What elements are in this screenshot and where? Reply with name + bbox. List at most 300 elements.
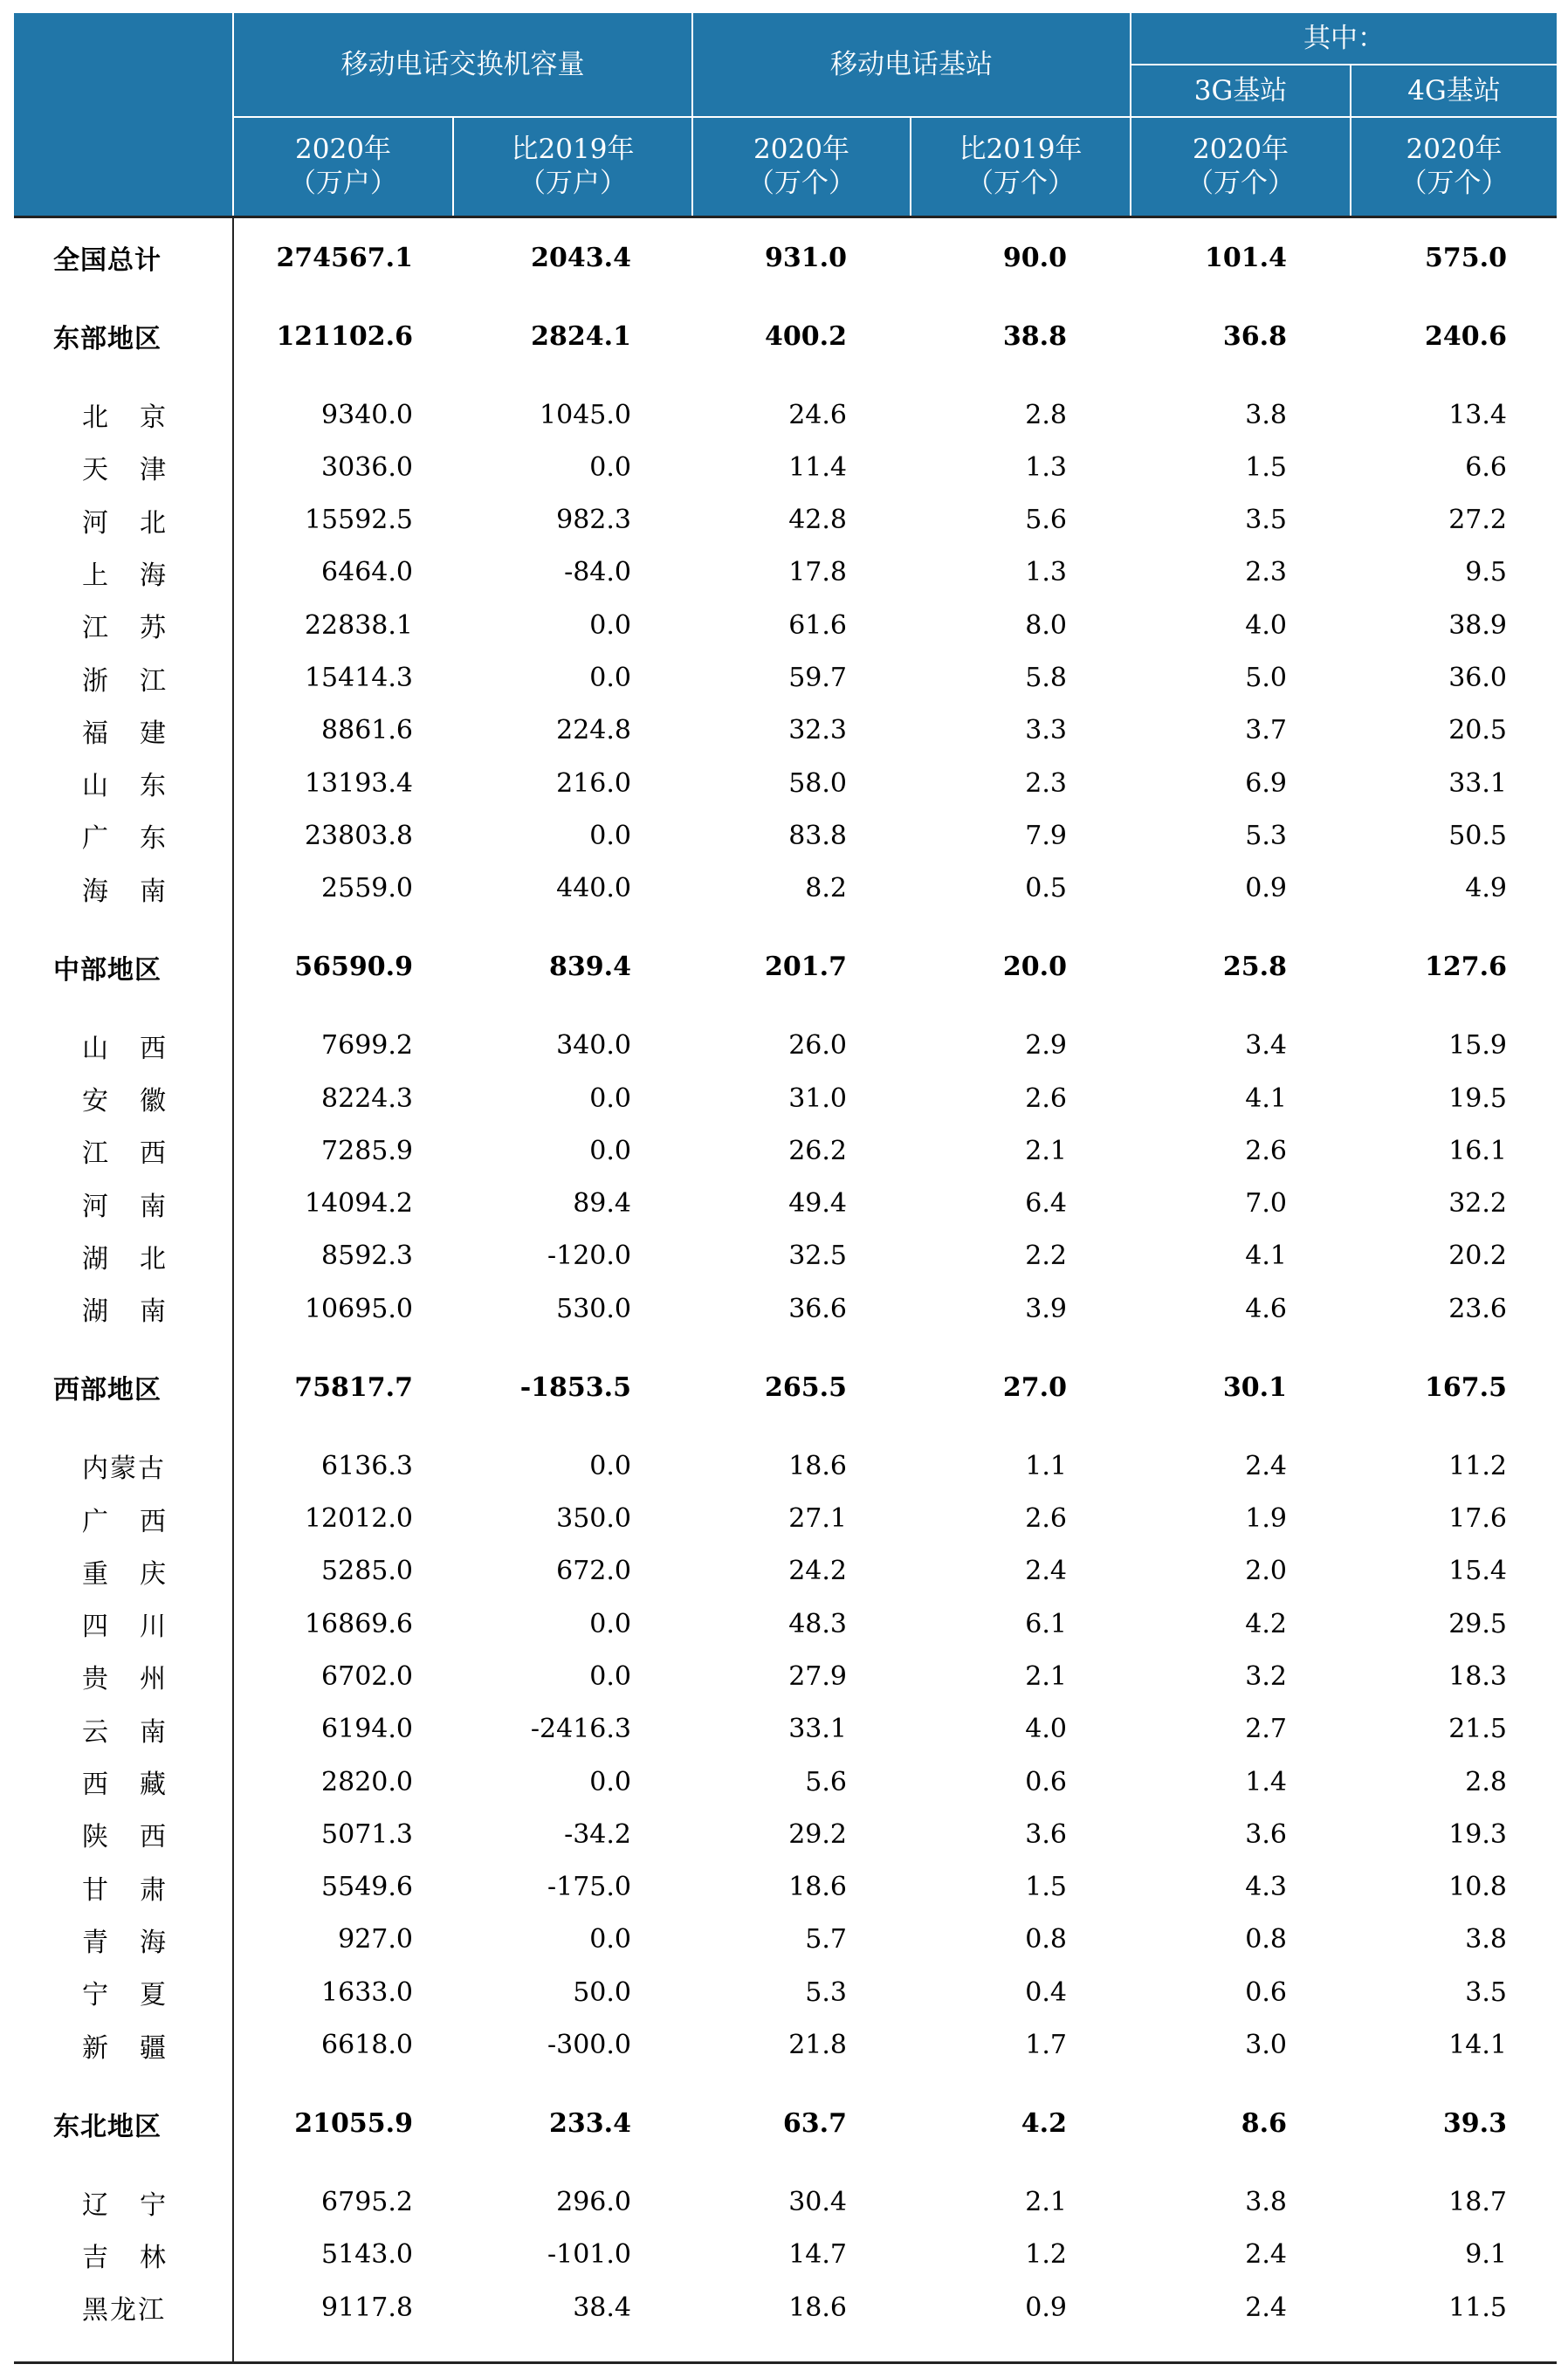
table-row	[14, 1598, 1557, 1650]
row-label-char: 东	[140, 771, 166, 802]
row-label-char: 藏	[140, 1770, 166, 1800]
row-label	[82, 388, 166, 441]
row-label-char: 苏	[140, 613, 166, 644]
cell-col-2: 1045.0	[540, 399, 631, 430]
cell-col-6: 10.8	[1448, 1872, 1507, 1903]
cell-col-5: 4.1	[1245, 1082, 1287, 1114]
cell-col-1: 16869.6	[304, 1608, 413, 1639]
cell-col-4: 1.3	[1025, 451, 1067, 483]
header-divider	[1130, 64, 1557, 65]
header-col-6	[1351, 118, 1557, 216]
cell-col-3: 59.7	[788, 663, 847, 693]
row-label	[82, 2019, 166, 2072]
cell-col-2: 2043.4	[531, 242, 631, 273]
cell-col-5: 2.0	[1245, 1556, 1287, 1587]
cell-col-4: 3.9	[1025, 1293, 1067, 1324]
row-label	[82, 2176, 166, 2229]
table-row	[14, 1178, 1557, 1230]
row-label-char: 甘	[82, 1874, 108, 1906]
cell-col-2: 0.0	[589, 1135, 631, 1166]
row-label-char: 疆	[140, 2032, 166, 2064]
table-row-region	[14, 1361, 1557, 1413]
row-label-char: 宁	[140, 2189, 166, 2221]
row-label: 内蒙古	[82, 1454, 166, 1485]
cell-col-1: 6702.0	[321, 1660, 413, 1692]
cell-col-6: 13.4	[1448, 399, 1507, 430]
cell-col-5: 4.0	[1245, 609, 1287, 641]
cell-col-5: 3.0	[1245, 2030, 1287, 2060]
row-label	[82, 863, 166, 915]
cell-col-5: 3.4	[1245, 1030, 1287, 1062]
row-label-char: 西	[82, 1770, 108, 1800]
cell-col-5: 2.6	[1245, 1135, 1287, 1166]
cell-col-1: 14094.2	[304, 1188, 413, 1220]
cell-col-6: 36.0	[1448, 663, 1507, 693]
cell-col-1: 8592.3	[321, 1241, 413, 1272]
cell-col-1: 23803.8	[304, 820, 413, 851]
row-label-char: 北	[140, 507, 166, 539]
cell-col-1: 6136.3	[321, 1450, 413, 1481]
cell-col-2: 50.0	[573, 1976, 631, 2008]
row-label-char: 陕	[82, 1822, 108, 1853]
cell-col-1: 121102.6	[276, 320, 413, 352]
row-label-char: 河	[82, 1191, 108, 1222]
row-label-char: 上	[82, 560, 108, 591]
row-label	[82, 1756, 166, 1808]
cell-col-4: 20.0	[1002, 952, 1067, 983]
row-label-char: 西	[140, 1138, 166, 1170]
cell-col-3: 21.8	[788, 2030, 847, 2060]
cell-col-4: 6.4	[1025, 1188, 1067, 1220]
cell-col-5: 0.8	[1245, 1924, 1287, 1955]
cell-col-4: 2.3	[1025, 767, 1067, 799]
cell-col-3: 48.3	[788, 1608, 847, 1639]
header-group-of-which: 其中：	[1303, 22, 1385, 54]
header-divider	[910, 116, 911, 216]
cell-col-3: 400.2	[765, 320, 847, 352]
cell-col-3: 27.1	[788, 1503, 847, 1534]
table-row	[14, 441, 1557, 493]
cell-col-3: 58.0	[788, 767, 847, 799]
cell-col-6: 3.8	[1465, 1924, 1507, 1955]
header-col-1	[234, 118, 452, 216]
row-label-char: 宁	[82, 1980, 108, 2011]
cell-col-6: 20.2	[1448, 1241, 1507, 1272]
cell-col-1: 2820.0	[321, 1766, 413, 1797]
cell-col-6: 2.8	[1465, 1766, 1507, 1797]
cell-col-6: 11.2	[1448, 1450, 1507, 1481]
header-col-2-unit: （万户）	[519, 168, 627, 199]
cell-col-1: 274567.1	[276, 242, 413, 273]
table-row	[14, 494, 1557, 546]
cell-col-6: 19.3	[1448, 1818, 1507, 1850]
row-label-char: 肃	[140, 1874, 166, 1906]
row-label-char: 海	[140, 1927, 166, 1958]
header-divider	[232, 13, 234, 216]
header-divider	[691, 13, 693, 216]
cell-col-5: 3.2	[1245, 1660, 1287, 1692]
row-label: 东部地区	[53, 324, 162, 354]
row-label	[82, 546, 166, 599]
cell-col-4: 1.2	[1025, 2239, 1067, 2271]
row-label-char: 川	[140, 1612, 166, 1643]
cell-col-1: 75817.7	[294, 1371, 413, 1403]
cell-col-6: 14.1	[1448, 2030, 1507, 2060]
cell-col-4: 38.8	[1002, 320, 1067, 352]
cell-col-1: 6618.0	[321, 2030, 413, 2060]
cell-col-1: 2559.0	[321, 873, 413, 904]
table-row	[14, 1966, 1557, 2018]
cell-col-4: 4.0	[1025, 1714, 1067, 1745]
row-label	[82, 1124, 166, 1177]
cell-col-4: 1.7	[1025, 2030, 1067, 2060]
cell-col-2: 224.8	[556, 715, 631, 746]
cell-col-1: 9340.0	[321, 399, 413, 430]
cell-col-5: 3.7	[1245, 715, 1287, 746]
header-col-4-unit: （万个）	[966, 168, 1075, 199]
cell-col-5: 0.9	[1245, 873, 1287, 904]
cell-col-2: -1853.5	[519, 1371, 631, 1403]
cell-col-4: 1.1	[1025, 1450, 1067, 1481]
cell-col-1: 7699.2	[321, 1030, 413, 1062]
header-col-3	[693, 118, 910, 216]
header-col-2	[454, 118, 691, 216]
row-label-char: 江	[140, 665, 166, 697]
cell-col-6: 9.1	[1465, 2239, 1507, 2271]
header-sub-4g: 4G基站	[1407, 74, 1501, 107]
cell-col-5: 1.4	[1245, 1766, 1287, 1797]
row-label-char: 广	[82, 823, 108, 855]
cell-col-6: 23.6	[1448, 1293, 1507, 1324]
cell-col-6: 18.7	[1448, 2187, 1507, 2217]
table-row	[14, 2019, 1557, 2072]
header-col-2-year: 比2019年	[511, 134, 635, 166]
cell-col-6: 39.3	[1442, 2108, 1507, 2139]
table-row	[14, 599, 1557, 651]
cell-col-3: 14.7	[788, 2239, 847, 2271]
table-row-region	[14, 941, 1557, 993]
cell-col-1: 3036.0	[321, 451, 413, 483]
row-label-char: 云	[82, 1716, 108, 1748]
cell-col-5: 7.0	[1245, 1188, 1287, 1220]
table-row	[14, 1861, 1557, 1914]
cell-col-2: 350.0	[556, 1503, 631, 1534]
cell-col-4: 1.5	[1025, 1872, 1067, 1903]
table-row	[14, 1230, 1557, 1282]
cell-col-3: 5.3	[805, 1976, 847, 2008]
cell-col-4: 5.8	[1025, 663, 1067, 693]
cell-col-2: 2824.1	[531, 320, 631, 352]
row-label-char: 西	[140, 1506, 166, 1537]
cell-col-3: 31.0	[788, 1082, 847, 1114]
cell-col-4: 2.9	[1025, 1030, 1067, 1062]
row-label	[82, 1966, 166, 2018]
cell-col-4: 2.1	[1025, 1135, 1067, 1166]
row-label: 黑龙江	[82, 2295, 166, 2326]
table-row	[14, 388, 1557, 441]
cell-col-6: 3.5	[1465, 1976, 1507, 2008]
cell-col-3: 5.7	[805, 1924, 847, 1955]
cell-col-3: 24.2	[788, 1556, 847, 1587]
row-label-char: 江	[82, 1138, 108, 1170]
cell-col-3: 83.8	[788, 820, 847, 851]
cell-col-4: 7.9	[1025, 820, 1067, 851]
cell-col-2: 38.4	[573, 2292, 631, 2323]
cell-col-3: 24.6	[788, 399, 847, 430]
row-label-char: 湖	[82, 1243, 108, 1275]
cell-col-1: 5071.3	[321, 1818, 413, 1850]
cell-col-4: 8.0	[1025, 609, 1067, 641]
row-label-char: 东	[140, 823, 166, 855]
cell-col-5: 4.3	[1245, 1872, 1287, 1903]
header-col-3-unit: （万个）	[747, 168, 856, 199]
cell-col-1: 5143.0	[321, 2239, 413, 2271]
cell-col-6: 27.2	[1448, 505, 1507, 536]
cell-col-2: 233.4	[549, 2108, 631, 2139]
cell-col-5: 1.9	[1245, 1503, 1287, 1534]
row-label	[82, 1178, 166, 1230]
cell-col-5: 3.6	[1245, 1818, 1287, 1850]
cell-col-1: 927.0	[338, 1924, 413, 1955]
row-label	[82, 757, 166, 809]
cell-col-3: 63.7	[782, 2108, 847, 2139]
cell-col-4: 90.0	[1002, 242, 1067, 273]
row-label	[82, 704, 166, 757]
cell-col-3: 18.6	[788, 1872, 847, 1903]
row-label-char: 山	[82, 771, 108, 802]
cell-col-2: 296.0	[556, 2187, 631, 2217]
cell-col-2: 0.0	[589, 609, 631, 641]
table-row	[14, 1493, 1557, 1545]
cell-col-2: 839.4	[549, 952, 631, 983]
cell-col-3: 33.1	[788, 1714, 847, 1745]
row-label-char: 津	[140, 455, 166, 486]
cell-col-1: 5549.6	[321, 1872, 413, 1903]
cell-col-2: 0.0	[589, 663, 631, 693]
cell-col-6: 6.6	[1465, 451, 1507, 483]
cell-col-4: 3.6	[1025, 1818, 1067, 1850]
cell-col-4: 2.4	[1025, 1556, 1067, 1587]
cell-col-4: 27.0	[1002, 1371, 1067, 1403]
cell-col-2: 0.0	[589, 1660, 631, 1692]
cell-col-5: 2.4	[1245, 1450, 1287, 1481]
table-row-region	[14, 2098, 1557, 2150]
table-row	[14, 546, 1557, 599]
row-label: 全国总计	[53, 245, 162, 276]
cell-col-6: 17.6	[1448, 1503, 1507, 1534]
cell-col-2: -120.0	[547, 1241, 631, 1272]
cell-col-1: 15592.5	[304, 505, 413, 536]
cell-col-6: 18.3	[1448, 1660, 1507, 1692]
cell-col-5: 2.3	[1245, 557, 1287, 588]
cell-col-1: 7285.9	[321, 1135, 413, 1166]
cell-col-2: -2416.3	[530, 1714, 631, 1745]
row-label	[82, 1914, 166, 1966]
header-divider	[1130, 13, 1131, 216]
header-divider	[232, 116, 1557, 118]
cell-col-5: 2.4	[1245, 2292, 1287, 2323]
cell-col-4: 2.2	[1025, 1241, 1067, 1272]
cell-col-6: 127.6	[1425, 952, 1507, 983]
row-label-char: 湖	[82, 1296, 108, 1328]
table-row	[14, 2281, 1557, 2333]
table-row-region	[14, 310, 1557, 362]
row-label-char: 江	[82, 613, 108, 644]
row-label	[82, 1493, 166, 1545]
cell-col-3: 32.3	[788, 715, 847, 746]
cell-col-1: 1633.0	[321, 1976, 413, 2008]
table-row-total	[14, 231, 1557, 284]
cell-col-5: 2.4	[1245, 2239, 1287, 2271]
row-label-char: 重	[82, 1558, 108, 1590]
table-row	[14, 757, 1557, 809]
cell-col-3: 49.4	[788, 1188, 847, 1220]
row-label-char: 山	[82, 1033, 108, 1064]
row-label-char: 州	[140, 1664, 166, 1695]
cell-col-1: 21055.9	[294, 2108, 413, 2139]
cell-col-1: 22838.1	[304, 609, 413, 641]
cell-col-6: 20.5	[1448, 715, 1507, 746]
row-label	[82, 441, 166, 493]
row-label-char: 安	[82, 1086, 108, 1117]
cell-col-2: 0.0	[589, 820, 631, 851]
cell-col-3: 26.2	[788, 1135, 847, 1166]
table-row	[14, 1020, 1557, 1072]
row-label	[82, 1230, 166, 1282]
row-label-char: 吉	[82, 2242, 108, 2273]
cell-col-2: 982.3	[556, 505, 631, 536]
cell-col-4: 4.2	[1021, 2108, 1067, 2139]
row-label-char: 林	[140, 2242, 166, 2273]
row-label	[82, 2229, 166, 2281]
cell-col-4: 2.1	[1025, 2187, 1067, 2217]
row-label-char: 福	[82, 718, 108, 749]
cell-col-5: 4.6	[1245, 1293, 1287, 1324]
row-label-char: 河	[82, 507, 108, 539]
header-divider	[452, 116, 454, 216]
row-label-char: 南	[140, 1716, 166, 1748]
row-label-char: 徽	[140, 1086, 166, 1117]
row-label-char: 京	[140, 402, 166, 433]
cell-col-5: 6.9	[1245, 767, 1287, 799]
table-row	[14, 1072, 1557, 1124]
cell-col-1: 15414.3	[304, 663, 413, 693]
statistics-table	[14, 13, 1557, 2365]
table-row	[14, 1440, 1557, 1492]
row-label-char: 海	[140, 560, 166, 591]
cell-col-5: 5.0	[1245, 663, 1287, 693]
cell-col-5: 2.7	[1245, 1714, 1287, 1745]
cell-col-3: 931.0	[765, 242, 847, 273]
cell-col-6: 9.5	[1465, 557, 1507, 588]
cell-col-6: 33.1	[1448, 767, 1507, 799]
cell-col-5: 30.1	[1222, 1371, 1287, 1403]
cell-col-2: 216.0	[556, 767, 631, 799]
cell-col-2: -101.0	[547, 2239, 631, 2271]
row-label-char: 西	[140, 1822, 166, 1853]
cell-col-5: 3.8	[1245, 399, 1287, 430]
row-label-char: 新	[82, 2032, 108, 2064]
row-label-char: 北	[82, 402, 108, 433]
row-label	[82, 652, 166, 704]
table-top-rule	[14, 216, 1557, 218]
row-label	[82, 1072, 166, 1124]
table-row	[14, 1703, 1557, 1756]
cell-col-1: 6795.2	[321, 2187, 413, 2217]
cell-col-1: 8224.3	[321, 1082, 413, 1114]
cell-col-3: 36.6	[788, 1293, 847, 1324]
header-col-1-unit: （万户）	[289, 168, 397, 199]
header-col-6-year: 2020年	[1406, 134, 1503, 166]
row-label	[82, 1808, 166, 1860]
header-sub-3g: 3G基站	[1193, 74, 1288, 107]
cell-col-5: 8.6	[1241, 2108, 1287, 2139]
header-divider	[1350, 64, 1351, 216]
table-row	[14, 1914, 1557, 1966]
cell-col-6: 167.5	[1425, 1371, 1507, 1403]
cell-col-4: 2.8	[1025, 399, 1067, 430]
cell-col-1: 12012.0	[304, 1503, 413, 1534]
cell-col-2: 0.0	[589, 1608, 631, 1639]
row-label-char: 建	[140, 718, 166, 749]
cell-col-3: 42.8	[788, 505, 847, 536]
cell-col-4: 5.6	[1025, 505, 1067, 536]
cell-col-5: 101.4	[1205, 242, 1287, 273]
row-label	[82, 809, 166, 862]
cell-col-6: 19.5	[1448, 1082, 1507, 1114]
row-label-char: 庆	[140, 1558, 166, 1590]
row-label: 中部地区	[53, 954, 162, 986]
cell-col-6: 16.1	[1448, 1135, 1507, 1166]
cell-col-2: 0.0	[589, 1082, 631, 1114]
cell-col-6: 29.5	[1448, 1608, 1507, 1639]
row-label-char: 西	[140, 1033, 166, 1064]
cell-col-6: 21.5	[1448, 1714, 1507, 1745]
cell-col-4: 2.1	[1025, 1660, 1067, 1692]
header-col-5-year: 2020年	[1193, 134, 1289, 166]
row-label-char: 南	[140, 1191, 166, 1222]
cell-col-4: 0.6	[1025, 1766, 1067, 1797]
table-row	[14, 1545, 1557, 1598]
cell-col-5: 1.5	[1245, 451, 1287, 483]
cell-col-6: 32.2	[1448, 1188, 1507, 1220]
cell-col-2: 0.0	[589, 1766, 631, 1797]
cell-col-5: 3.8	[1245, 2187, 1287, 2217]
header-col-4-year: 比2019年	[959, 134, 1083, 166]
cell-col-3: 11.4	[788, 451, 847, 483]
cell-col-3: 201.7	[765, 952, 847, 983]
row-label-char: 辽	[82, 2189, 108, 2221]
row-label: 东北地区	[53, 2111, 162, 2142]
cell-col-2: -300.0	[547, 2030, 631, 2060]
header-col-5	[1131, 118, 1350, 216]
row-label-char: 贵	[82, 1664, 108, 1695]
row-label-char: 广	[82, 1506, 108, 1537]
cell-col-1: 8861.6	[321, 715, 413, 746]
table-row	[14, 1124, 1557, 1177]
row-label-char: 南	[140, 876, 166, 907]
cell-col-1: 6194.0	[321, 1714, 413, 1745]
table-row	[14, 2229, 1557, 2281]
table-row	[14, 2176, 1557, 2229]
row-label-char: 青	[82, 1927, 108, 1958]
table-row	[14, 863, 1557, 915]
header-col-6-unit: （万个）	[1400, 168, 1509, 199]
row-label-char: 北	[140, 1243, 166, 1275]
cell-col-5: 0.6	[1245, 1976, 1287, 2008]
cell-col-5: 25.8	[1222, 952, 1287, 983]
cell-col-6: 575.0	[1425, 242, 1507, 273]
